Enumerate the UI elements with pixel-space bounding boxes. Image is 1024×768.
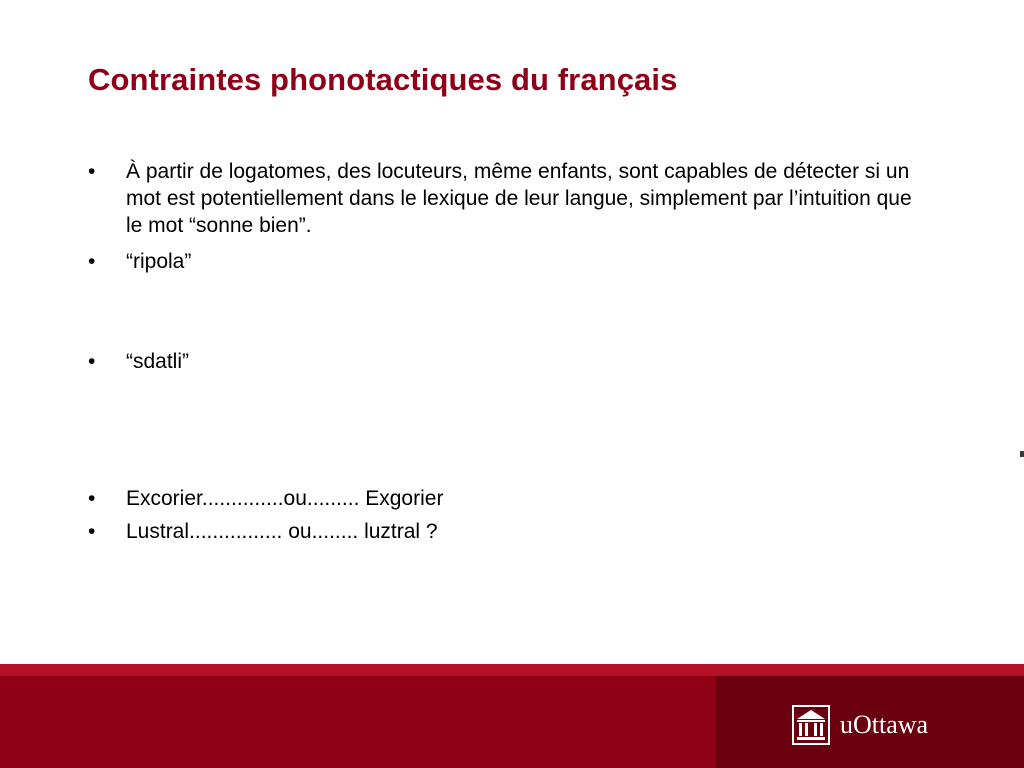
bullet-marker: • (88, 250, 96, 273)
bullet-marker: • (88, 160, 96, 183)
bullet-marker: • (88, 350, 96, 373)
bullet-item-lustral (88, 518, 948, 545)
bullet-text: “sdatli” (126, 350, 190, 373)
edge-mark (1020, 451, 1024, 457)
university-building-icon (792, 705, 830, 745)
bullet-item-sdatli (88, 348, 948, 375)
bullet-item-ripola (88, 248, 948, 275)
footer-accent-line (0, 664, 1024, 676)
bullet-item-excorier (88, 485, 948, 512)
bullet-text: À partir de logatomes, des locuteurs, même enfants, sont capables de détecter si un mot est potentiellement dans le lexique de leur langue, simplement par l’intuition que le mot “sonne bien”. (126, 160, 912, 237)
bullet-text: “ripola” (126, 250, 192, 273)
bullet-item-intro (88, 158, 948, 239)
uottawa-logo (792, 705, 928, 745)
bullet-marker: • (88, 520, 96, 543)
slide-title: Contraintes phonotactiques du français (88, 62, 678, 97)
logo-text: uOttawa (840, 710, 929, 739)
bullet-text: Excorier..............ou......... Exgorier (126, 487, 444, 510)
bullet-text: Lustral................ ou........ luztral ? (126, 520, 438, 543)
bullet-marker: • (88, 487, 96, 510)
